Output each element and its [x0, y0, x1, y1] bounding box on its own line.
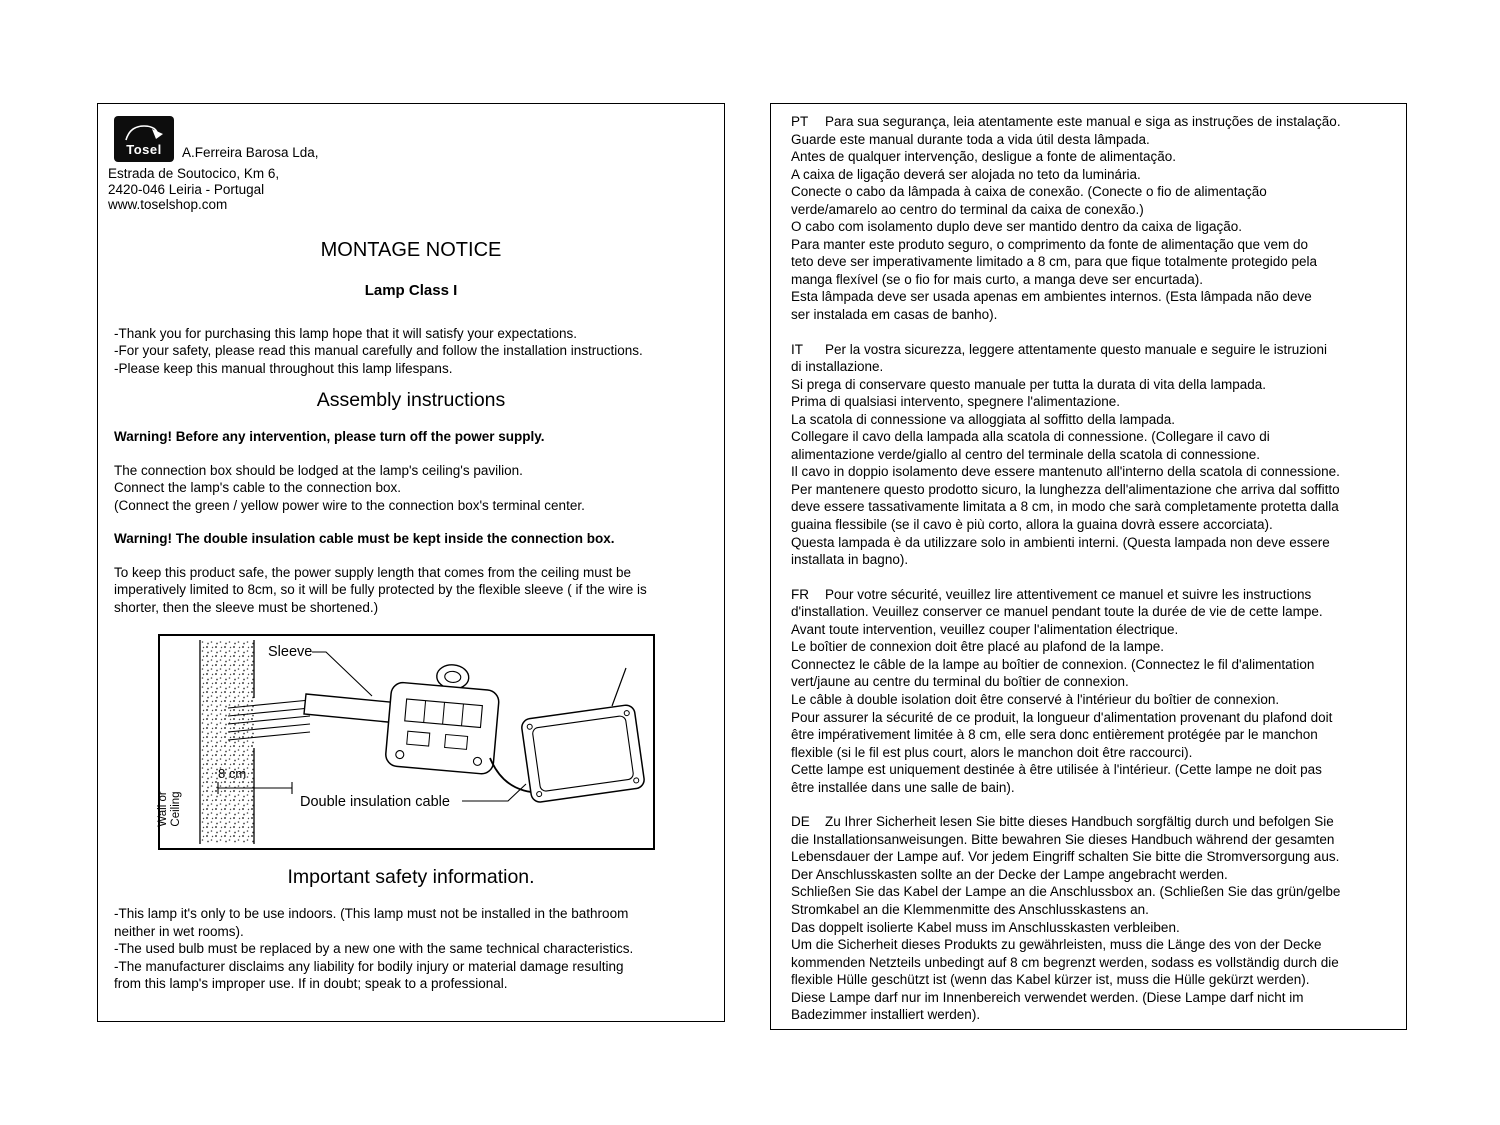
lang-text-line: être installée dans une salle de bain).	[791, 779, 1015, 795]
supply-line: shorter, then the sleeve must be shortened.)	[114, 599, 379, 615]
lang-first-line	[791, 586, 1386, 604]
warning-insulation-cable: Warning! The double insulation cable must be kept inside the connection box.	[114, 531, 615, 546]
lang-first-line	[791, 813, 1386, 831]
lang-text-line: alimentazione verde/giallo al centro del terminale della scatola di connessione.	[791, 446, 1261, 462]
connection-line: The connection box should be lodged at the lamp's ceiling's pavilion.	[114, 462, 523, 478]
diagram-line-art	[160, 636, 653, 848]
safety-paragraph	[114, 905, 708, 993]
lang-text-line: La scatola di connessione va alloggiata al soffitto della lampada.	[791, 411, 1176, 427]
safety-line: -The manufacturer disclaims any liability for bodily injury or material damage resulting	[114, 958, 624, 974]
supply-line: To keep this product safe, the power supply length that comes from the ceiling must be	[114, 564, 632, 580]
lang-text-line: Badezimmer installiert werden).	[791, 1007, 981, 1023]
safety-line: neither in wet rooms).	[114, 923, 244, 939]
lang-text-line: di installazione.	[791, 359, 884, 375]
company-address	[108, 166, 708, 213]
lang-text-line: Conecte o cabo da lâmpada à caixa de conexão. (Conecte o fio de alimentação	[791, 184, 1267, 200]
lamp-icon	[121, 122, 167, 144]
safety-heading: Important safety information.	[287, 866, 535, 888]
lang-first-text: Per la vostra sicurezza, leggere attentamente questo manuale e seguire le istruzioni	[825, 341, 1328, 357]
lang-text-line: Questa lampada è da utilizzare solo in ambienti interni. (Questa lampada non deve essere	[791, 534, 1330, 550]
supply-length-paragraph	[114, 564, 708, 617]
lang-text-line: O cabo com isolamento duplo deve ser mantido dentro da caixa de ligação.	[791, 219, 1243, 235]
lang-text-line: être impérativement limitée à 8 cm, elle sera donc entièrement protégée par le manchon	[791, 727, 1318, 743]
page-title: MONTAGE NOTICE	[320, 238, 502, 261]
lang-text-line: Antes de qualquer intervenção, desligue a fonte de alimentação.	[791, 149, 1177, 165]
tosel-logo	[114, 116, 174, 162]
section-it	[791, 341, 1386, 569]
address-line: www.toselshop.com	[108, 197, 228, 212]
lang-code-pt: PT	[791, 114, 809, 129]
company-name: A.Ferreira Barosa Lda,	[182, 145, 319, 160]
lang-text-line: Guarde este manual durante toda a vida útil desta lâmpada.	[791, 131, 1150, 147]
lang-text-line: Avant toute intervention, veuillez couper l'alimentation électrique.	[791, 621, 1179, 637]
supply-line: imperatively limited to 8cm, so it will be fully protected by the flexible sleeve ( if the wire is	[114, 582, 647, 597]
lang-text-line: Cette lampe est uniquement destinée à être utilisée à l'intérieur. (Cette lampe ne doit pas	[791, 762, 1322, 778]
lang-text-line: Um die Sicherheit dieses Produkts zu gewährleisten, muss die Länge des von der Decke	[791, 937, 1322, 953]
connection-paragraph	[114, 462, 708, 515]
intro-line: -Please keep this manual throughout this lamp lifespans.	[114, 360, 453, 376]
translations-panel	[770, 103, 1407, 1030]
dimension-label: 8 cm	[218, 766, 247, 781]
lang-text-line: Il cavo in doppio isolamento deve essere mantenuto all'interno della scatola di connessione.	[791, 464, 1340, 480]
logo-text: Tosel	[126, 141, 162, 157]
lang-text-line: installata in bagno).	[791, 552, 909, 568]
lang-first-line	[791, 113, 1386, 131]
lang-text-line: verde/amarelo ao centro do terminal da caixa de conexão.)	[791, 201, 1144, 217]
installation-diagram	[158, 634, 655, 850]
safety-line: -The used bulb must be replaced by a new one with the same technical characteristics.	[114, 941, 634, 956]
assembly-heading: Assembly instructions	[316, 389, 506, 411]
cable-leader-line	[462, 784, 526, 801]
lang-text-line: Lebensdauer der Lampe auf. Vor jedem Eingriff schalten Sie bitte die Stromversorgung aus.	[791, 849, 1340, 865]
section-de	[791, 813, 1386, 1024]
sleeve-leader-line	[312, 652, 372, 696]
connection-line: (Connect the green / yellow power wire to the connection box's terminal center.	[114, 497, 585, 513]
lang-text-line: manga flexível (se o fio for mais curto, a manga deve ser encurtada).	[791, 271, 1203, 287]
lang-text-line: Si prega di conservare questo manuale per tutta la durata di vita della lampada.	[791, 376, 1267, 392]
lang-text-line: Das doppelt isolierte Kabel muss im Anschlusskasten verbleiben.	[791, 919, 1180, 935]
cover-box	[521, 704, 646, 803]
section-pt	[791, 113, 1386, 324]
address-line: Estrada de Soutocico, Km 6,	[108, 166, 280, 181]
lang-text-line: flexible Hülle geschützt ist (wenn das Kabel kürzer ist, muss die Hülle gekürzt werden).	[791, 972, 1310, 988]
safety-line: -This lamp it's only to be use indoors. (This lamp must not be installed in the bathroom	[114, 906, 629, 921]
lang-lines	[791, 131, 1386, 324]
lang-text-line: guaina flessibile (se il cavo è più corto, allora la guaina dovrà essere accorciata).	[791, 517, 1273, 533]
lang-text-line: A caixa de ligação deverá ser alojada no teto da luminária.	[791, 166, 1141, 182]
sleeve-label: Sleeve	[268, 644, 313, 660]
lang-text-line: Diese Lampe darf nur im Innenbereich verwendet werden. (Diese Lampe darf nicht im	[791, 989, 1304, 1005]
montage-notice-panel	[97, 103, 725, 1022]
lamp-class-subtitle: Lamp Class I	[364, 281, 458, 299]
lang-text-line: teto deve ser imperativamente limitado a 8 cm, para que fique totalmente protegido pela	[791, 254, 1318, 270]
lang-text-line: Der Anschlusskasten sollte an der Decke der Lampe angebracht werden.	[791, 866, 1228, 882]
connection-line: Connect the lamp's cable to the connection box.	[114, 480, 402, 495]
lang-text-line: Le boîtier de connexion doit être placé au plafond de la lampe.	[791, 639, 1165, 655]
lang-text-line: Schließen Sie das Kabel der Lampe an die Anschlussbox an. (Schließen Sie das grün/gelbe	[791, 884, 1341, 900]
safety-line: from this lamp's improper use. If in doubt; speak to a professional.	[114, 976, 508, 991]
lang-lines	[791, 603, 1386, 796]
lang-lines	[791, 358, 1386, 569]
lang-first-line	[791, 341, 1386, 359]
lang-text-line: Esta lâmpada deve ser usada apenas em ambientes internos. (Esta lâmpada não deve	[791, 289, 1312, 305]
lang-text-line: ser instalada em casas de banho).	[791, 307, 998, 323]
lang-text-line: vert/jaune au centre du terminal du boîtier de connexion.	[791, 674, 1129, 690]
lang-code-it: IT	[791, 341, 803, 357]
lang-text-line: Connectez le câble de la lampe au boîtier de connexion. (Connectez le fil d'alimentation	[791, 656, 1315, 672]
lang-text-line: kommenden Netzteils unbedingt auf 8 cm begrenzt werden, sodass es vollständig durch die	[791, 954, 1339, 970]
intro-paragraph	[114, 325, 708, 378]
lang-text-line: die Installationsanweisungen. Bitte bewahren Sie dieses Handbuch während der gesamten	[791, 831, 1335, 847]
hanger-wire	[612, 668, 626, 706]
lang-text-line: flexible (si le fil est plus court, alors le manchon doit être raccourci).	[791, 744, 1193, 760]
wall-ceiling-label: Wall or Ceiling	[157, 791, 182, 827]
lang-text-line: d'installation. Veuillez conserver ce manuel pendant toute la durée de vie de cette lampe.	[791, 604, 1323, 620]
lang-text-line: Prima di qualsiasi intervento, spegnere l'alimentazione.	[791, 394, 1121, 410]
connection-box	[385, 660, 502, 775]
lang-lines	[791, 831, 1386, 1024]
warning-power-supply: Warning! Before any intervention, please turn off the power supply.	[114, 429, 545, 444]
lang-text-line: Para manter este produto seguro, o comprimento da fonte de alimentação que vem do	[791, 236, 1309, 252]
lang-first-text: Zu Ihrer Sicherheit lesen Sie bitte dieses Handbuch sorgfältig durch und befolgen Sie	[825, 814, 1334, 830]
address-line: 2420-046 Leiria - Portugal	[108, 181, 265, 197]
lang-text-line: Pour assurer la sécurité de ce produit, la longueur d'alimentation provenant du plafond doit	[791, 709, 1333, 725]
lang-code-de: DE	[791, 814, 810, 830]
intro-line: -For your safety, please read this manual carefully and follow the installation instructions.	[114, 343, 643, 358]
cable-label: Double insulation cable	[300, 794, 450, 810]
lang-first-text: Para sua segurança, leia atentamente este manual e siga as instruções de instalação.	[825, 114, 1341, 129]
lang-text-line: deve essere tassativamente limitata a 8 cm, in modo che sarà completamente protetta dalla	[791, 499, 1339, 515]
lang-text-line: Collegare il cavo della lampada alla scatola di connessione. (Collegare il cavo di	[791, 429, 1270, 445]
lang-text-line: Le câble à double isolation doit être conservé à l'intérieur du boîtier de connexion.	[791, 691, 1280, 707]
lang-text-line: Per mantenere questo prodotto sicuro, la lunghezza dell'alimentazione che arriva dal soffitto	[791, 481, 1340, 497]
section-fr	[791, 586, 1386, 797]
lang-first-text: Pour votre sécurité, veuillez lire attentivement ce manuel et suivre les instructions	[825, 586, 1312, 602]
wall-section	[200, 640, 254, 844]
company-header	[114, 116, 708, 162]
lang-code-fr: FR	[791, 586, 809, 602]
lang-text-line: Stromkabel an die Klemmenmitte des Anschlusskastens an.	[791, 901, 1149, 917]
intro-line: -Thank you for purchasing this lamp hope that it will satisfy your expectations.	[114, 325, 577, 341]
